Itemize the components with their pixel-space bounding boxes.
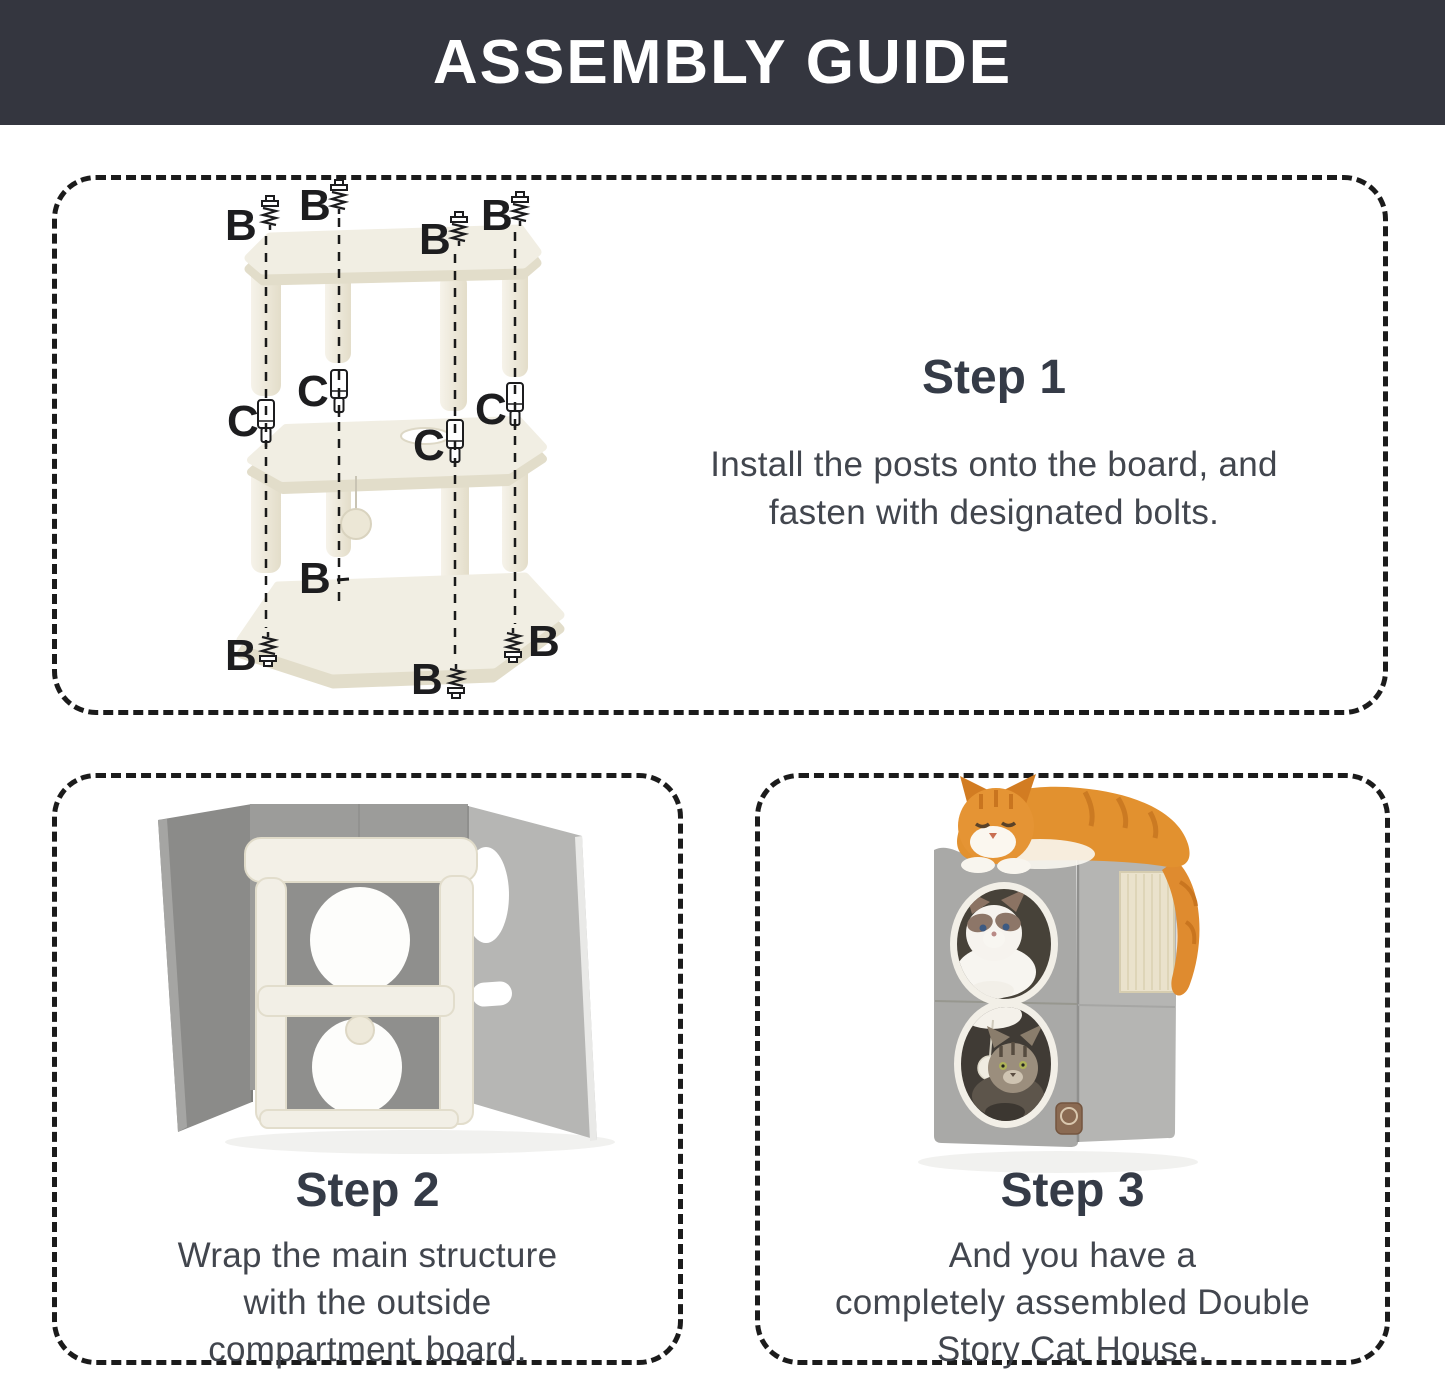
flap-slot — [471, 981, 513, 1008]
step-2-heading: Step 2 — [295, 1164, 440, 1217]
description-line: Story Cat House. — [936, 1330, 1209, 1369]
part-label-b: B — [481, 191, 513, 240]
step-1-heading: Step 1 — [921, 351, 1067, 404]
main-structure — [245, 838, 477, 1128]
step-2-description — [72, 1232, 663, 1373]
structure-bottom-sill — [260, 1110, 458, 1128]
header-bar — [0, 0, 1445, 125]
step-3-heading: Step 3 — [1000, 1164, 1145, 1217]
upper-backboard-hole — [310, 887, 410, 993]
description-line: with the outside — [243, 1283, 492, 1322]
step3-assembled-illustration — [880, 772, 1360, 1192]
description-line: compartment board. — [208, 1330, 527, 1369]
left-compartment-flap — [158, 804, 252, 1132]
upper-entrance — [950, 882, 1058, 1006]
part-label-c: C — [475, 385, 507, 434]
description-line: completely assembled Double — [834, 1283, 1310, 1322]
part-label-b: B — [299, 181, 331, 230]
part-label-b: B — [225, 201, 257, 250]
description-line: Wrap the main structure — [177, 1236, 558, 1275]
step1-exploded-diagram — [163, 178, 595, 710]
brand-badge — [1056, 1103, 1082, 1134]
step-3-description — [770, 1232, 1375, 1373]
sisal-scratch-pad — [1120, 872, 1174, 992]
lower-entrance — [954, 1000, 1058, 1128]
part-label-b: B — [411, 655, 443, 704]
part-label-b: B — [225, 631, 257, 680]
part-label-c: C — [227, 397, 259, 446]
part-label-b: B — [419, 215, 451, 264]
description-line: And you have a — [948, 1236, 1197, 1275]
step-1-description — [648, 441, 1340, 537]
part-label-b: B — [299, 554, 331, 603]
step2-wrap-illustration — [120, 790, 640, 1170]
page-title: ASSEMBLY GUIDE — [432, 28, 1013, 97]
structure-top-board — [245, 838, 477, 882]
description-line: Install the posts onto the board, and — [710, 445, 1278, 484]
step-3-text — [770, 1163, 1375, 1373]
part-label-c: C — [297, 367, 329, 416]
part-label-b: B — [528, 617, 560, 666]
step-1-text — [648, 350, 1340, 537]
right-compartment-flap — [463, 806, 597, 1141]
part-label-c: C — [413, 421, 445, 470]
step-2-text — [72, 1163, 663, 1373]
description-line: fasten with designated bolts. — [768, 493, 1220, 532]
hanging-ball-toy — [346, 1016, 374, 1044]
ground-shadow — [225, 1130, 615, 1154]
structure-middle-shelf — [258, 986, 454, 1016]
